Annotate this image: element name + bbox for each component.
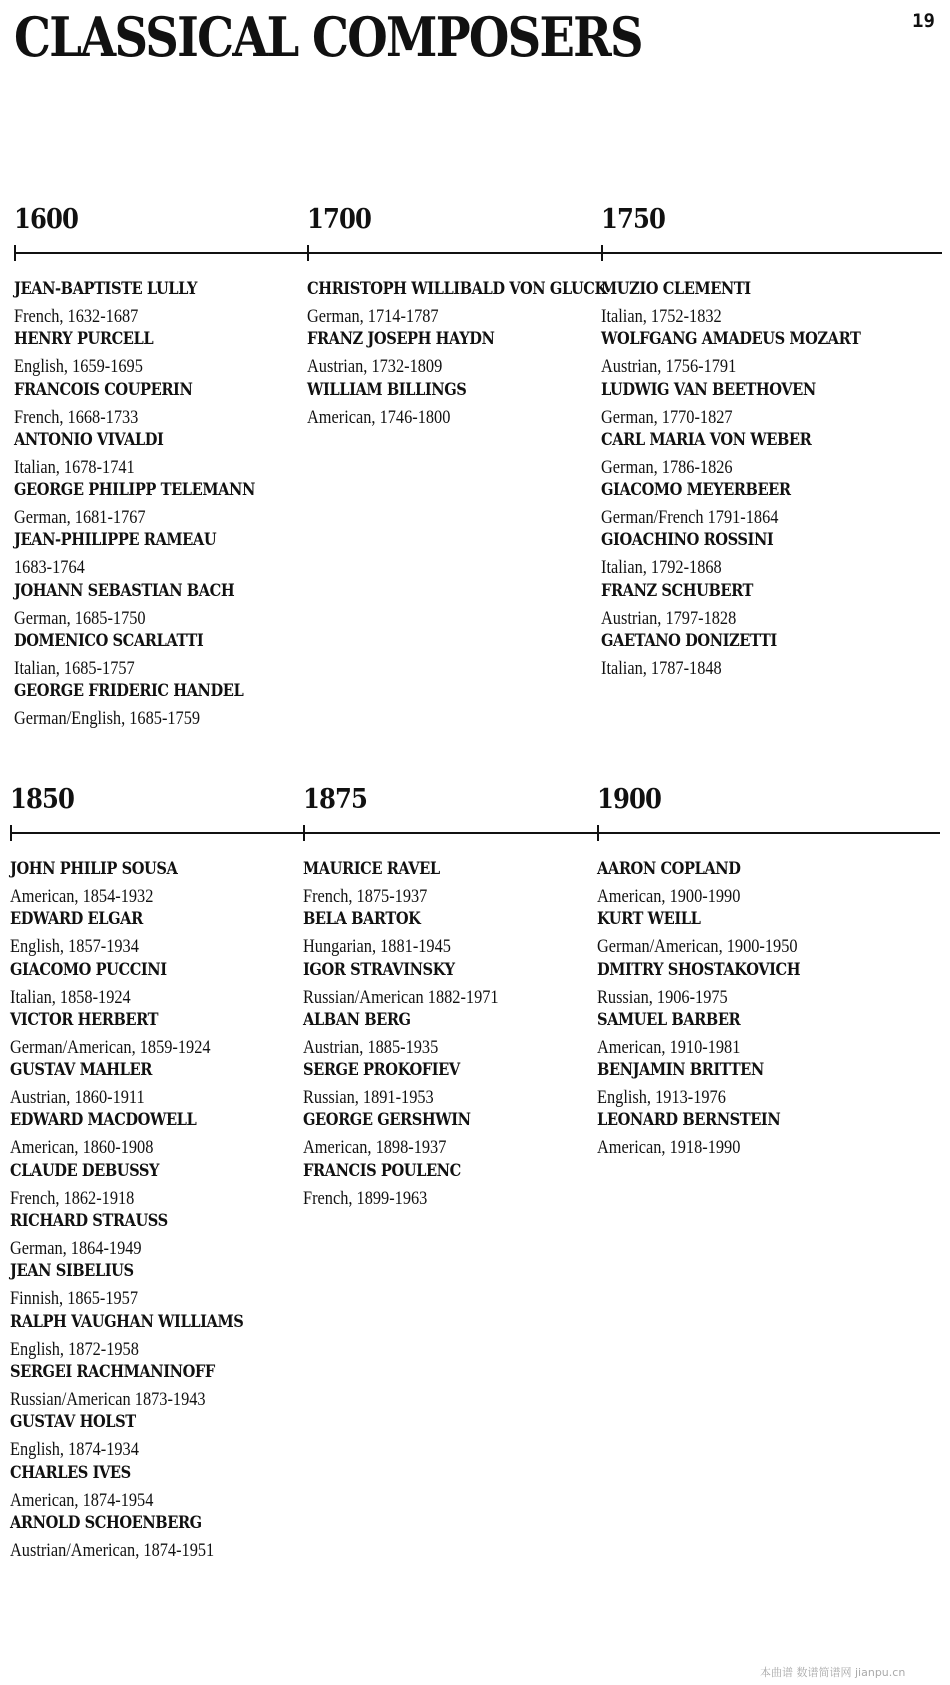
timeline-tick bbox=[601, 245, 603, 261]
composer-name: JOHANN SEBASTIAN BACH bbox=[14, 580, 235, 601]
composer-nationality-dates: Italian, 1858-1924 bbox=[10, 986, 131, 1008]
composer-name: MUZIO CLEMENTI bbox=[601, 279, 751, 299]
composer-name: SAMUEL BARBER bbox=[597, 1009, 741, 1030]
composer-name: ARNOLD SCHOENBERG bbox=[10, 1512, 202, 1533]
composer-entry bbox=[10, 1158, 281, 1208]
composer-nationality-dates: Italian, 1685-1757 bbox=[14, 658, 135, 680]
composer-entry bbox=[10, 1107, 281, 1157]
composer-name: EDWARD ELGAR bbox=[10, 909, 143, 930]
composer-nationality-dates: French, 1862-1918 bbox=[10, 1187, 135, 1209]
composer-entry bbox=[10, 1007, 281, 1057]
composer-entry bbox=[10, 1510, 281, 1560]
composer-entry bbox=[601, 578, 903, 628]
composer-nationality-dates: German/American, 1859-1924 bbox=[10, 1036, 211, 1058]
composer-name: GEORGE FRIDERIC HANDEL bbox=[14, 681, 244, 702]
composer-nationality-dates: German, 1786-1826 bbox=[601, 456, 733, 478]
timeline-line bbox=[10, 832, 940, 834]
year-label: 1750 bbox=[601, 204, 666, 235]
composer-name: GEORGE GERSHWIN bbox=[303, 1110, 471, 1131]
composer-nationality-dates: American, 1910-1981 bbox=[597, 1036, 741, 1058]
composer-entry bbox=[597, 1007, 833, 1057]
composer-nationality-dates: German, 1770-1827 bbox=[601, 406, 733, 428]
composer-name: CHRISTOPH WILLIBALD VON GLUCK bbox=[307, 279, 607, 299]
composer-name: JEAN-BAPTISTE LULLY bbox=[14, 279, 198, 299]
composer-entry bbox=[597, 856, 833, 906]
composer-nationality-dates: American, 1874-1954 bbox=[10, 1489, 154, 1511]
composer-entry bbox=[303, 1007, 530, 1057]
composer-nationality-dates: American, 1918-1990 bbox=[597, 1137, 741, 1159]
composer-nationality-dates: 1683-1764 bbox=[14, 557, 85, 579]
composer-entry bbox=[601, 427, 903, 477]
year-label: 1900 bbox=[597, 784, 662, 815]
composer-entry bbox=[14, 527, 294, 577]
composer-entry bbox=[14, 678, 294, 728]
composer-name: VICTOR HERBERT bbox=[10, 1009, 159, 1030]
page-number: 19 bbox=[912, 10, 935, 32]
composer-entry bbox=[10, 957, 281, 1007]
composer-entry bbox=[597, 957, 833, 1007]
composer-entry bbox=[14, 578, 294, 628]
composer-nationality-dates: Italian, 1752-1832 bbox=[601, 306, 722, 327]
composer-name: EDWARD MACDOWELL bbox=[10, 1110, 197, 1131]
composer-nationality-dates: German/American, 1900-1950 bbox=[597, 936, 798, 958]
composer-nationality-dates: American, 1900-1990 bbox=[597, 886, 741, 907]
composer-name: FRANCOIS COUPERIN bbox=[14, 379, 193, 400]
composer-nationality-dates: American, 1898-1937 bbox=[303, 1137, 447, 1159]
composer-entry bbox=[14, 477, 294, 527]
composer-entry bbox=[14, 326, 294, 376]
composer-name: ANTONIO VIVALDI bbox=[14, 429, 164, 450]
composer-entry bbox=[597, 1107, 833, 1157]
timeline-tick bbox=[14, 245, 16, 261]
composer-entry bbox=[10, 1309, 281, 1359]
composer-name: LEONARD BERNSTEIN bbox=[597, 1110, 781, 1131]
composer-name: BELA BARTOK bbox=[303, 909, 421, 930]
composer-entry bbox=[10, 1460, 281, 1510]
composer-name: CLAUDE DEBUSSY bbox=[10, 1160, 160, 1181]
composer-nationality-dates: French, 1875-1937 bbox=[303, 886, 428, 907]
composer-nationality-dates: English, 1857-1934 bbox=[10, 936, 139, 958]
composer-name: FRANCIS POULENC bbox=[303, 1160, 461, 1181]
composer-name: GIOACHINO ROSSINI bbox=[601, 530, 774, 551]
year-label: 1875 bbox=[303, 784, 368, 815]
composer-nationality-dates: Hungarian, 1881-1945 bbox=[303, 936, 451, 958]
composer-nationality-dates: Austrian, 1732-1809 bbox=[307, 356, 443, 378]
composer-list bbox=[14, 276, 294, 729]
composer-nationality-dates: French, 1668-1733 bbox=[14, 406, 139, 428]
composer-list bbox=[601, 276, 903, 678]
composer-nationality-dates: Austrian, 1885-1935 bbox=[303, 1036, 439, 1058]
year-label: 1700 bbox=[307, 204, 372, 235]
composer-nationality-dates: English, 1874-1934 bbox=[10, 1439, 139, 1461]
composer-name: CARL MARIA VON WEBER bbox=[601, 429, 812, 450]
composer-name: GAETANO DONIZETTI bbox=[601, 631, 777, 652]
composer-entry bbox=[303, 957, 530, 1007]
year-label: 1600 bbox=[14, 204, 79, 235]
year-label: 1850 bbox=[10, 784, 75, 815]
composer-name: MAURICE RAVEL bbox=[303, 859, 440, 879]
composer-entry bbox=[14, 377, 294, 427]
composer-entry bbox=[601, 326, 903, 376]
composer-nationality-dates: Austrian, 1756-1791 bbox=[601, 356, 737, 378]
composer-name: RALPH VAUGHAN WILLIAMS bbox=[10, 1311, 244, 1332]
composer-nationality-dates: German/French 1791-1864 bbox=[601, 507, 779, 529]
composer-name: JEAN-PHILIPPE RAMEAU bbox=[14, 530, 217, 551]
composer-list bbox=[597, 856, 833, 1158]
composer-entry bbox=[303, 1158, 530, 1208]
composer-entry bbox=[601, 527, 903, 577]
composer-name: SERGEI RACHMANINOFF bbox=[10, 1361, 215, 1382]
composer-nationality-dates: German, 1864-1949 bbox=[10, 1238, 142, 1260]
composer-entry bbox=[303, 856, 530, 906]
composer-nationality-dates: Russian, 1891-1953 bbox=[303, 1087, 434, 1109]
composer-name: KURT WEILL bbox=[597, 909, 701, 930]
composer-nationality-dates: French, 1899-1963 bbox=[303, 1187, 428, 1209]
composer-entry bbox=[597, 1057, 833, 1107]
composer-name: BENJAMIN BRITTEN bbox=[597, 1060, 764, 1081]
composer-name: GUSTAV HOLST bbox=[10, 1412, 136, 1433]
composer-name: SERGE PROKOFIEV bbox=[303, 1060, 460, 1081]
composer-name: FRANZ SCHUBERT bbox=[601, 580, 754, 601]
composer-entry bbox=[601, 377, 903, 427]
composer-nationality-dates: American, 1746-1800 bbox=[307, 406, 451, 428]
composer-name: DMITRY SHOSTAKOVICH bbox=[597, 959, 801, 980]
composer-nationality-dates: Austrian, 1860-1911 bbox=[10, 1087, 145, 1109]
composer-nationality-dates: German, 1685-1750 bbox=[14, 607, 146, 629]
composer-nationality-dates: German, 1714-1787 bbox=[307, 306, 439, 327]
composer-entry bbox=[601, 276, 903, 326]
composer-name: HENRY PURCELL bbox=[14, 329, 154, 350]
composer-nationality-dates: English, 1872-1958 bbox=[10, 1338, 139, 1360]
composer-nationality-dates: German/English, 1685-1759 bbox=[14, 708, 201, 730]
composer-name: GIACOMO MEYERBEER bbox=[601, 480, 791, 501]
composer-nationality-dates: Austrian/American, 1874-1951 bbox=[10, 1539, 215, 1561]
composer-entry bbox=[597, 906, 833, 956]
composer-name: LUDWIG VAN BEETHOVEN bbox=[601, 379, 816, 400]
composer-entry bbox=[10, 1208, 281, 1258]
composer-name: DOMENICO SCARLATTI bbox=[14, 631, 204, 652]
composer-entry bbox=[10, 906, 281, 956]
composer-nationality-dates: American, 1860-1908 bbox=[10, 1137, 154, 1159]
composer-name: IGOR STRAVINSKY bbox=[303, 959, 455, 980]
composer-nationality-dates: American, 1854-1932 bbox=[10, 886, 154, 907]
composer-entry bbox=[14, 276, 294, 326]
composer-entry bbox=[601, 628, 903, 678]
composer-entry bbox=[10, 1057, 281, 1107]
composer-entry bbox=[10, 1258, 281, 1308]
composer-entry bbox=[10, 1409, 281, 1459]
composer-name: JOHN PHILIP SOUSA bbox=[10, 859, 178, 879]
composer-nationality-dates: Austrian, 1797-1828 bbox=[601, 607, 737, 629]
composer-name: FRANZ JOSEPH HAYDN bbox=[307, 329, 495, 350]
composer-name: GIACOMO PUCCINI bbox=[10, 959, 167, 980]
timeline-tick bbox=[10, 825, 12, 841]
composer-nationality-dates: German, 1681-1767 bbox=[14, 507, 146, 529]
timeline-tick bbox=[597, 825, 599, 841]
page-title: CLASSICAL COMPOSERS bbox=[14, 5, 642, 69]
composer-nationality-dates: Italian, 1787-1848 bbox=[601, 658, 722, 680]
composer-name: JEAN SIBELIUS bbox=[10, 1261, 134, 1282]
composer-entry bbox=[10, 1359, 281, 1409]
composer-nationality-dates: Russian/American 1873-1943 bbox=[10, 1388, 206, 1410]
composer-name: ALBAN BERG bbox=[303, 1009, 411, 1030]
composer-entry bbox=[14, 427, 294, 477]
composer-name: CHARLES IVES bbox=[10, 1462, 131, 1483]
composer-entry bbox=[601, 477, 903, 527]
composer-list bbox=[303, 856, 530, 1208]
composer-name: WILLIAM BILLINGS bbox=[307, 379, 467, 400]
composer-nationality-dates: Finnish, 1865-1957 bbox=[10, 1288, 139, 1310]
composer-nationality-dates: English, 1659-1695 bbox=[14, 356, 143, 378]
composer-nationality-dates: Italian, 1678-1741 bbox=[14, 456, 135, 478]
composer-nationality-dates: French, 1632-1687 bbox=[14, 306, 139, 327]
composer-nationality-dates: Russian/American 1882-1971 bbox=[303, 986, 499, 1008]
watermark: 本曲谱 数谱简谱网 jianpu.cn bbox=[760, 1666, 906, 1679]
composer-list bbox=[10, 856, 281, 1560]
composer-entry bbox=[303, 1107, 530, 1157]
composer-entry bbox=[303, 906, 530, 956]
timeline-tick bbox=[303, 825, 305, 841]
composer-name: GUSTAV MAHLER bbox=[10, 1060, 152, 1081]
composer-name: AARON COPLAND bbox=[597, 859, 741, 879]
composer-nationality-dates: Russian, 1906-1975 bbox=[597, 986, 728, 1008]
timeline-line bbox=[14, 252, 942, 254]
composer-entry bbox=[14, 628, 294, 678]
composer-nationality-dates: English, 1913-1976 bbox=[597, 1087, 726, 1109]
composer-entry bbox=[303, 1057, 530, 1107]
composer-name: GEORGE PHILIPP TELEMANN bbox=[14, 480, 255, 501]
timeline-tick bbox=[307, 245, 309, 261]
composer-name: WOLFGANG AMADEUS MOZART bbox=[601, 329, 861, 350]
composer-entry bbox=[10, 856, 281, 906]
composer-nationality-dates: Italian, 1792-1868 bbox=[601, 557, 722, 579]
composer-name: RICHARD STRAUSS bbox=[10, 1211, 168, 1232]
